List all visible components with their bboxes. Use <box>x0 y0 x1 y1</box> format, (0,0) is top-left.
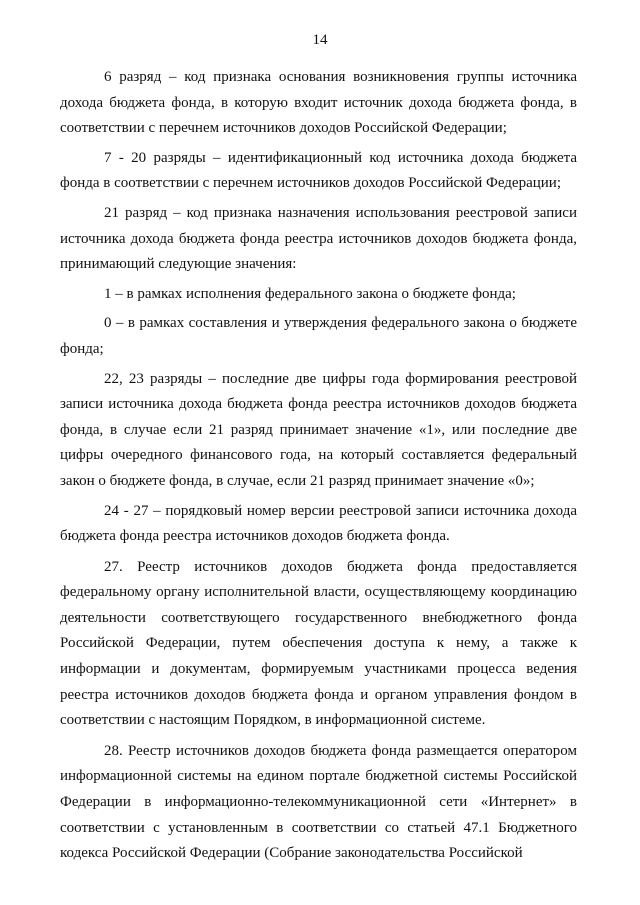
page-number: 14 <box>312 32 328 48</box>
paragraph-value-0: 0 – в рамках составления и утверждения федерального закона о бюджете фонда; <box>60 315 577 357</box>
paragraph-digit-6: 6 разряд – код признака основания возникновения группы источника дохода бюджета фонда, в которую входит источник дохода бюджета фонда, в соответствии с перечнем источников доходов Российской Федерации; <box>60 69 577 137</box>
paragraph-digit-21: 21 разряд – код признака назначения использования реестровой записи источника дохода бюджета фонда реестра источников доходов бюджета фонда, принимающий следующие значения: <box>60 204 577 273</box>
paragraph-digits-7-20: 7 - 20 разряды – идентификационный код источника дохода бюджета фонда в соответствии с перечнем источников доходов Российской Федерации; <box>60 149 577 192</box>
document-body <box>60 65 577 867</box>
paragraph-digits-22-23: 22, 23 разряды – последние две цифры года формирования реестровой записи источника дохода бюджета фонда реестра источников доходов бюджета фонда, в случае если 21 разряд принимает значение «1», или последние две цифры очередного финансового года, на который составляется федеральный закон о бюджете фонда, в случае, если 21 разряд принимает значение «0»; <box>60 370 577 489</box>
paragraph-digits-24-27: 24 - 27 – порядковый номер версии реестровой записи источника дохода бюджета фонда реестра источников доходов бюджета фонда. <box>60 502 577 545</box>
paragraph-item-28: 28. Реестр источников доходов бюджета фонда размещается оператором информационной системы на едином портале бюджетной системы Российской Федерации в информационно-телекоммуникационной сети «Интернет» в соответствии с установленным в соответствии со статьей 47.1 Бюджетного кодекса Российской Федерации (Собрание законодательства Российской <box>60 742 577 862</box>
paragraph-value-1: 1 – в рамках исполнения федерального закона о бюджете фонда; <box>104 285 516 302</box>
paragraph-item-27: 27. Реестр источников доходов бюджета фонда предоставляется федеральному органу исполнительной власти, осуществляющему координацию деятельности соответствующего государственного внебюджетного фонда Российской Федерации, путем обеспечения доступа к нему, а также к информации и документам, формируемым участниками процесса ведения реестра источников доходов бюджета фонда и органом управления фондом в соответствии с настоящим Порядком, в информационной системе. <box>60 558 577 729</box>
